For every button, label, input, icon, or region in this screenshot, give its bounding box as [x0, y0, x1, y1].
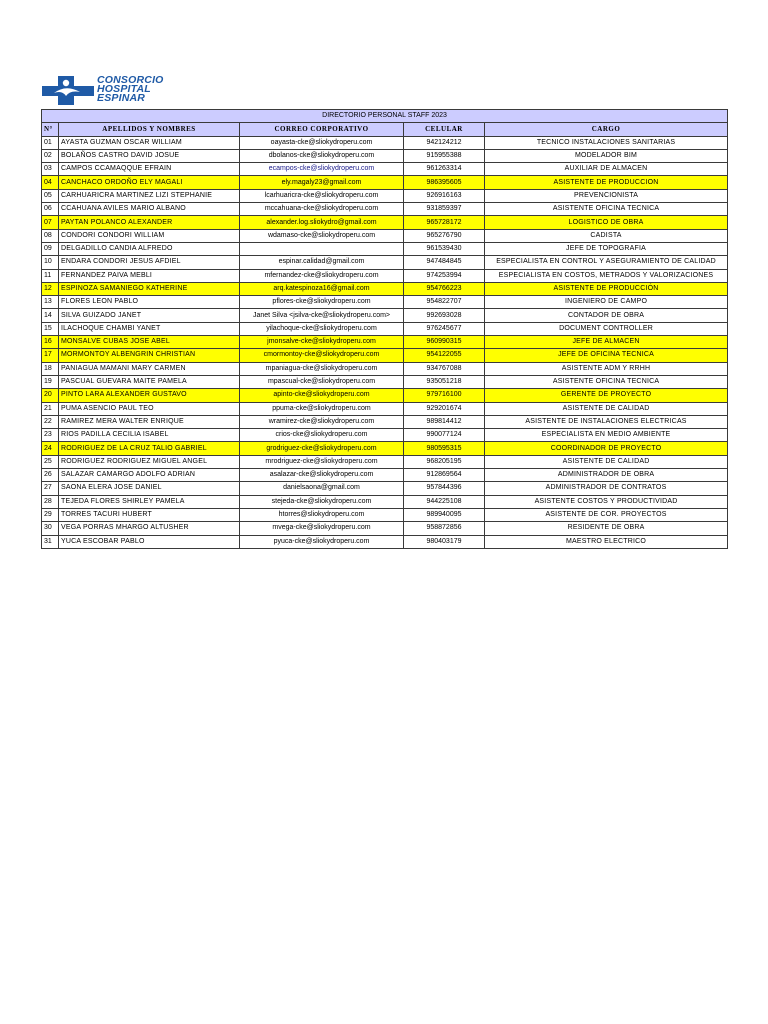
table-row [42, 269, 728, 282]
table-row [42, 282, 728, 295]
row-number: 19 [42, 375, 59, 388]
row-number: 20 [42, 389, 59, 402]
table-row [42, 362, 728, 375]
row-number: 18 [42, 362, 59, 375]
table-row [42, 455, 728, 468]
table-title: DIRECTORIO PERSONAL STAFF 2023 [42, 110, 728, 123]
row-number: 14 [42, 309, 59, 322]
row-number: 02 [42, 149, 59, 162]
row-number: 26 [42, 469, 59, 482]
staff-name: CAMPOS CCAMAQQUE EFRAIN [59, 163, 240, 176]
staff-email-link[interactable]: wramirez-cke@sliokydroperu.com [240, 415, 404, 428]
table-row [42, 163, 728, 176]
staff-email-link[interactable]: mvega-cke@sliokydroperu.com [240, 522, 404, 535]
table-row [42, 349, 728, 362]
table-row [42, 322, 728, 335]
staff-email-link[interactable]: oayasta-cke@sliokydroperu.com [240, 136, 404, 149]
staff-phone: 915955388 [404, 149, 485, 162]
table-row [42, 522, 728, 535]
staff-name: TORRES TACURI HUBERT [59, 508, 240, 521]
staff-role: AUXILIAR DE ALMACEN [485, 163, 728, 176]
staff-name: PANIAGUA MAMANI MARY CARMEN [59, 362, 240, 375]
staff-name: RODRIGUEZ DE LA CRUZ TALIO GABRIEL [59, 442, 240, 455]
staff-phone: 958872856 [404, 522, 485, 535]
staff-role: ASISTENTE OFICINA TECNICA [485, 375, 728, 388]
staff-name: SAONA ELERA JOSE DANIEL [59, 482, 240, 495]
table-row [42, 203, 728, 216]
table-row [42, 508, 728, 521]
staff-phone: 926916163 [404, 189, 485, 202]
staff-role: JEFE DE ALMACEN [485, 336, 728, 349]
row-number: 17 [42, 349, 59, 362]
row-number: 09 [42, 242, 59, 255]
header-name: APELLIDOS Y NOMBRES [59, 123, 240, 136]
staff-name: ESPINOZA SAMANIEGO KATHERINE [59, 282, 240, 295]
staff-email-link[interactable] [240, 242, 404, 255]
logo-line-2: HOSPITAL [97, 83, 151, 95]
row-number: 06 [42, 203, 59, 216]
staff-phone: 954122055 [404, 349, 485, 362]
company-logo [40, 74, 210, 108]
staff-name: ENDARA CONDORI JESUS AFDIEL [59, 256, 240, 269]
staff-phone: 954766223 [404, 282, 485, 295]
table-row [42, 442, 728, 455]
staff-email-link[interactable]: ppuma-cke@sliokydroperu.com [240, 402, 404, 415]
row-number: 12 [42, 282, 59, 295]
staff-name: BOLAÑOS CASTRO DAVID JOSUE [59, 149, 240, 162]
row-number: 29 [42, 508, 59, 521]
staff-role: ASISTENTE DE COR. PROYECTOS [485, 508, 728, 521]
table-row [42, 149, 728, 162]
row-number: 21 [42, 402, 59, 415]
staff-directory-table [41, 109, 728, 549]
row-number: 11 [42, 269, 59, 282]
header-role: CARGO [485, 123, 728, 136]
staff-name: AYASTA GUZMAN OSCAR WILLIAM [59, 136, 240, 149]
staff-name: SILVA GUIZADO JANET [59, 309, 240, 322]
table-row [42, 216, 728, 229]
staff-phone: 947484845 [404, 256, 485, 269]
staff-email-link[interactable]: arq.katespinoza16@gmail.com [240, 282, 404, 295]
table-row [42, 229, 728, 242]
table-row [42, 189, 728, 202]
staff-role: ADMINISTRADOR DE CONTRATOS [485, 482, 728, 495]
table-row [42, 136, 728, 149]
staff-name: FLORES LEON PABLO [59, 296, 240, 309]
staff-name: PAYTAN POLANCO ALEXANDER [59, 216, 240, 229]
staff-email-link[interactable]: espinar.calidad@gmail.com [240, 256, 404, 269]
row-number: 08 [42, 229, 59, 242]
staff-role: ASISTENTE DE CALIDAD [485, 402, 728, 415]
staff-phone: 989940095 [404, 508, 485, 521]
table-row [42, 375, 728, 388]
staff-phone: 929201674 [404, 402, 485, 415]
staff-phone: 980403179 [404, 535, 485, 548]
staff-role: CADISTA [485, 229, 728, 242]
row-number: 23 [42, 429, 59, 442]
row-number: 22 [42, 415, 59, 428]
staff-role: DOCUMENT CONTROLLER [485, 322, 728, 335]
staff-role: ESPECIALISTA EN CONTROL Y ASEGURAMIENTO DE CALIDAD [485, 256, 728, 269]
row-number: 24 [42, 442, 59, 455]
row-number: 10 [42, 256, 59, 269]
staff-phone: 957844396 [404, 482, 485, 495]
staff-phone: 934767088 [404, 362, 485, 375]
row-number: 04 [42, 176, 59, 189]
staff-name: CONDORI CONDORI WILLIAM [59, 229, 240, 242]
staff-phone: 935051218 [404, 375, 485, 388]
staff-phone: 974253994 [404, 269, 485, 282]
staff-role: ASISTENTE DE PRODUCCIÓN [485, 282, 728, 295]
staff-email-link[interactable]: mpascual-cke@sliokydroperu.com [240, 375, 404, 388]
staff-phone: 980595315 [404, 442, 485, 455]
table-row [42, 256, 728, 269]
row-number: 05 [42, 189, 59, 202]
table-header-row [42, 123, 728, 136]
table-row [42, 429, 728, 442]
staff-email-link[interactable]: yilachoque-cke@sliokydroperu.com [240, 322, 404, 335]
staff-phone: 990077124 [404, 429, 485, 442]
staff-name: MORMONTOY ALBENGRIN CHRISTIAN [59, 349, 240, 362]
staff-role: ASISTENTE ADM Y RRHH [485, 362, 728, 375]
row-number: 03 [42, 163, 59, 176]
staff-email-link[interactable]: mfernandez-cke@sliokydroperu.com [240, 269, 404, 282]
staff-email-link[interactable]: grodriguez-cke@sliokydroperu.com [240, 442, 404, 455]
staff-name: YUCA ESCOBAR PABLO [59, 535, 240, 548]
table-row [42, 176, 728, 189]
table-row [42, 495, 728, 508]
staff-role: ASISTENTE DE INSTALACIONES ELECTRICAS [485, 415, 728, 428]
staff-phone: 992693028 [404, 309, 485, 322]
staff-role: PREVENCIONISTA [485, 189, 728, 202]
staff-email-link[interactable]: danielsaona@gmail.com [240, 482, 404, 495]
staff-name: RAMIREZ MERA WALTER ENRIQUE [59, 415, 240, 428]
table-row [42, 389, 728, 402]
staff-role: ASISTENTE DE PRODUCCION [485, 176, 728, 189]
staff-email-link[interactable]: dbolanos-cke@sliokydroperu.com [240, 149, 404, 162]
staff-name: TEJEDA FLORES SHIRLEY PAMELA [59, 495, 240, 508]
staff-role: LOGISTICO DE OBRA [485, 216, 728, 229]
staff-role: JEFE DE OFICINA TECNICA [485, 349, 728, 362]
staff-phone: 976245677 [404, 322, 485, 335]
staff-phone: 961539430 [404, 242, 485, 255]
table-body [42, 136, 728, 548]
staff-name: DELGADILLO CANDIA ALFREDO [59, 242, 240, 255]
staff-phone: 954822707 [404, 296, 485, 309]
row-number: 25 [42, 455, 59, 468]
staff-name: ILACHOQUE CHAMBI YANET [59, 322, 240, 335]
header-number: N° [42, 123, 59, 136]
staff-email-link[interactable]: apinto-cke@sliokydroperu.com [240, 389, 404, 402]
staff-name: MONSALVE CUBAS JOSE ABEL [59, 336, 240, 349]
staff-phone: 944225108 [404, 495, 485, 508]
staff-name: SALAZAR CAMARGO ADOLFO ADRIAN [59, 469, 240, 482]
staff-phone: 961263314 [404, 163, 485, 176]
staff-role: ASISTENTE DE CALIDAD [485, 455, 728, 468]
staff-phone: 965728172 [404, 216, 485, 229]
medical-cross-icon [40, 74, 96, 106]
staff-role: INGENIERO DE CAMPO [485, 296, 728, 309]
staff-phone: 931859397 [404, 203, 485, 216]
staff-email-link[interactable]: stejeda-cke@sliokydroperu.com [240, 495, 404, 508]
staff-email-link[interactable]: pflores-cke@sliokydroperu.com [240, 296, 404, 309]
table-row [42, 242, 728, 255]
staff-role: CONTADOR DE OBRA [485, 309, 728, 322]
staff-phone: 965276790 [404, 229, 485, 242]
logo-line-3: ESPINAR [97, 92, 146, 104]
staff-role: MAESTRO ELECTRICO [485, 535, 728, 548]
staff-email-link[interactable]: crios-cke@sliokydroperu.com [240, 429, 404, 442]
staff-email-link[interactable]: mrodriguez-cke@sliokydroperu.com [240, 455, 404, 468]
staff-email-link[interactable]: alexander.log.sliokydro@gmail.com [240, 216, 404, 229]
table-row [42, 296, 728, 309]
staff-email-link[interactable]: jmonsalve-cke@sliokydroperu.com [240, 336, 404, 349]
row-number: 30 [42, 522, 59, 535]
staff-phone: 968205195 [404, 455, 485, 468]
staff-name: CCAHUANA AVILES MARIO ALBANO [59, 203, 240, 216]
staff-name: PASCUAL GUEVARA MAITE PAMELA [59, 375, 240, 388]
staff-email-link[interactable]: asalazar-cke@sliokydroperu.com [240, 469, 404, 482]
staff-role: RESIDENTE DE OBRA [485, 522, 728, 535]
table-row [42, 402, 728, 415]
staff-email-link[interactable]: ely.magaly23@gmail.com [240, 176, 404, 189]
logo-text [97, 76, 164, 103]
staff-name: VEGA PORRAS MHARGO ALTUSHER [59, 522, 240, 535]
table-row [42, 415, 728, 428]
table-row [42, 482, 728, 495]
table-row [42, 535, 728, 548]
staff-email-link[interactable]: ecampos-cke@sliokydroperu.com [240, 163, 404, 176]
staff-name: CARHUARICRA MARTINEZ LIZI STEPHANIE [59, 189, 240, 202]
staff-email-link[interactable]: pyuca-cke@sliokydroperu.com [240, 535, 404, 548]
staff-phone: 989814412 [404, 415, 485, 428]
staff-role: ESPECIALISTA EN COSTOS, METRADOS Y VALORIZACIONES [485, 269, 728, 282]
staff-phone: 979716100 [404, 389, 485, 402]
staff-phone: 942124212 [404, 136, 485, 149]
staff-email-link[interactable]: lcarhuaricra-cke@sliokydroperu.com [240, 189, 404, 202]
staff-name: FERNANDEZ PAIVA MEBLI [59, 269, 240, 282]
staff-email-link[interactable]: htorres@sliokydroperu.com [240, 508, 404, 521]
staff-name: PUMA ASENCIO PAUL TEO [59, 402, 240, 415]
staff-email-link[interactable]: Janet Silva <jsilva-cke@sliokydroperu.com> [240, 309, 404, 322]
row-number: 27 [42, 482, 59, 495]
staff-phone: 986395605 [404, 176, 485, 189]
row-number: 07 [42, 216, 59, 229]
table-row [42, 309, 728, 322]
row-number: 28 [42, 495, 59, 508]
header-email: CORREO CORPORATIVO [240, 123, 404, 136]
staff-role: ADMINISTRADOR DE OBRA [485, 469, 728, 482]
staff-role: GERENTE DE PROYECTO [485, 389, 728, 402]
staff-email-link[interactable]: wdamaso-cke@sliokydroperu.com [240, 229, 404, 242]
staff-name: RODRIGUEZ RODRIGUEZ MIGUEL ANGEL [59, 455, 240, 468]
row-number: 13 [42, 296, 59, 309]
staff-phone: 912869564 [404, 469, 485, 482]
staff-email-link[interactable]: cmormontoy-cke@sliokydroperu.com [240, 349, 404, 362]
staff-role: ASISTENTE COSTOS Y PRODUCTIVIDAD [485, 495, 728, 508]
staff-email-link[interactable]: mpaniagua-cke@sliokydroperu.com [240, 362, 404, 375]
staff-role: MODELADOR BIM [485, 149, 728, 162]
row-number: 16 [42, 336, 59, 349]
table-row [42, 469, 728, 482]
staff-email-link[interactable]: mccahuana-cke@sliokydroperu.com [240, 203, 404, 216]
staff-name: PINTO LARA ALEXANDER GUSTAVO [59, 389, 240, 402]
staff-name: CANCHACO ORDOÑO ELY MAGALI [59, 176, 240, 189]
staff-role: COORDINADOR DE PROYECTO [485, 442, 728, 455]
table-title-row [42, 110, 728, 123]
staff-name: RIOS PADILLA CECILIA ISABEL [59, 429, 240, 442]
logo-line-1: CONSORCIO [97, 74, 164, 86]
row-number: 31 [42, 535, 59, 548]
staff-role: TECNICO INSTALACIONES SANITARIAS [485, 136, 728, 149]
row-number: 15 [42, 322, 59, 335]
header-phone: CELULAR [404, 123, 485, 136]
staff-role: JEFE DE TOPOGRAFIA [485, 242, 728, 255]
table-row [42, 336, 728, 349]
staff-role: ASISTENTE OFICINA TECNICA [485, 203, 728, 216]
staff-phone: 960990315 [404, 336, 485, 349]
row-number: 01 [42, 136, 59, 149]
staff-role: ESPECIALISTA EN MEDIO AMBIENTE [485, 429, 728, 442]
